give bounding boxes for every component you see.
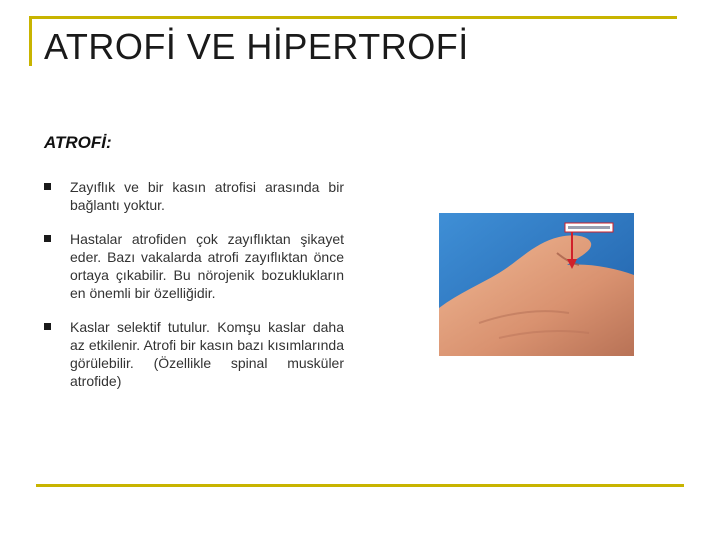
bullet-text: Kaslar selektif tutulur. Komşu kaslar daha az etkilenir. Atrofi bir kasın bazı kısımlarında görülebilir. (Özellikle spinal musküler atrofide) [70,319,344,389]
bullet-text: Zayıflık ve bir kasın atrofisi arasında bir bağlantı yoktur. [70,179,344,213]
frame-left-rule [29,16,32,66]
bullet-text: Hastalar atrofiden çok zayıflıktan şikayet eder. Bazı vakalarda atrofi zayıflıktan önce ortaya çıkabilir. Bu nörojenik bozuklukların en önemli bir özelliğidir. [70,231,344,301]
square-bullet-icon [44,183,51,190]
section-heading: ATROFİ: [44,133,112,152]
square-bullet-icon [44,235,51,242]
slide-title: ATROFİ VE HİPERTROFİ [44,26,469,67]
hand-photo-svg [439,213,634,356]
bullet-list [44,178,344,406]
bullet-item [44,318,344,390]
frame-top-rule [29,16,677,19]
square-bullet-icon [44,323,51,330]
bullet-item [44,178,344,214]
hand-atrophy-photo [439,213,634,356]
bottom-rule [36,484,684,487]
bullet-item [44,230,344,302]
label-text-placeholder [568,226,610,229]
